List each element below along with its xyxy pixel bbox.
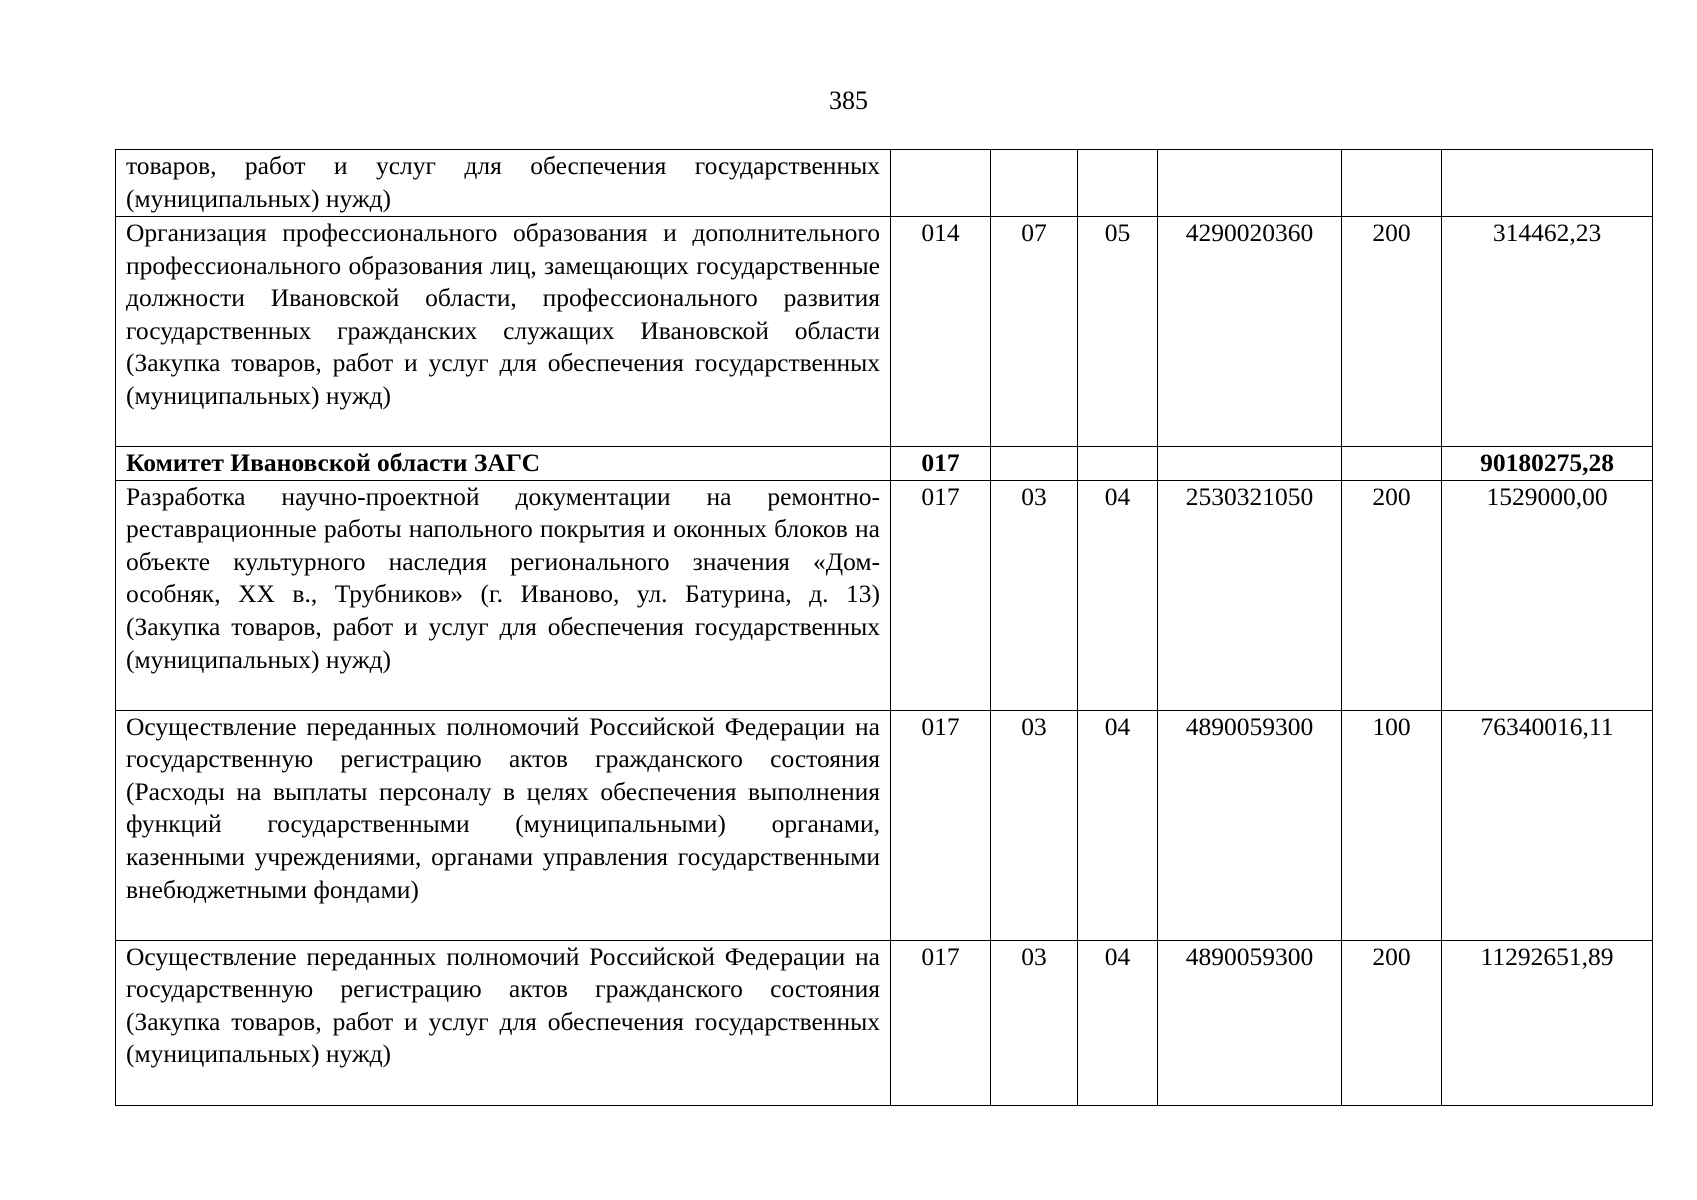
row-ved-code: 014 xyxy=(891,217,991,447)
row-description: товаров, работ и услуг для обеспечения государственных (муниципальных) нужд) xyxy=(116,150,891,217)
row-sum: 314462,23 xyxy=(1442,217,1653,447)
row-description: Разработка научно-проектной документации на ремонтно-реставрационные работы напольного покрытия и оконных блоков на объекте культурного наследия регионального значения «Дом-особняк, XX в., Трубников» (г. Иваново, ул. Батурина, д. 13) (Закупка товаров, работ и услуг для обеспечения государственных (муниципальных) нужд) xyxy=(116,480,891,710)
row-expense-type-code: 200 xyxy=(1342,217,1442,447)
row-expense-type-code: 200 xyxy=(1342,940,1442,1105)
row-expense-type-code: 200 xyxy=(1342,480,1442,710)
budget-table xyxy=(115,149,1653,1106)
row-target-article-code: 2530321050 xyxy=(1158,480,1342,710)
row-description: Осуществление переданных полномочий Российской Федерации на государственную регистрацию актов гражданского состояния (Расходы на выплаты персоналу в целях обеспечения выполнения функций государственными (муниципальными) органами, казенными учреждениями, органами управления государственными внебюджетными фондами) xyxy=(116,710,891,940)
row-sum xyxy=(1442,150,1653,217)
row-target-article-code: 4290020360 xyxy=(1158,217,1342,447)
row-subsection-code: 04 xyxy=(1078,480,1158,710)
row-target-article-code xyxy=(1158,150,1342,217)
table-row xyxy=(116,150,1653,217)
row-section-code: 03 xyxy=(991,940,1078,1105)
row-ved-code xyxy=(891,150,991,217)
row-target-article-code: 4890059300 xyxy=(1158,940,1342,1105)
row-ved-code: 017 xyxy=(891,480,991,710)
row-section-code xyxy=(991,150,1078,217)
row-section-code: 03 xyxy=(991,480,1078,710)
row-expense-type-code xyxy=(1342,447,1442,481)
row-subsection-code: 04 xyxy=(1078,940,1158,1105)
row-subsection-code: 05 xyxy=(1078,217,1158,447)
row-description: Организация профессионального образования и дополнительного профессионального образования лиц, замещающих государственные должности Ивановской области, профессионального развития государственных гражданских служащих Ивановской области (Закупка товаров, работ и услуг для обеспечения государственных (муниципальных) нужд) xyxy=(116,217,891,447)
row-target-article-code xyxy=(1158,447,1342,481)
table-row xyxy=(116,940,1653,1105)
row-description: Осуществление переданных полномочий Российской Федерации на государственную регистрацию актов гражданского состояния (Закупка товаров, работ и услуг для обеспечения государственных (муниципальных) нужд) xyxy=(116,940,891,1105)
row-section-code: 03 xyxy=(991,710,1078,940)
row-subsection-code xyxy=(1078,150,1158,217)
row-sum: 11292651,89 xyxy=(1442,940,1653,1105)
row-expense-type-code: 100 xyxy=(1342,710,1442,940)
row-subsection-code: 04 xyxy=(1078,710,1158,940)
row-section-code xyxy=(991,447,1078,481)
table-row xyxy=(116,710,1653,940)
row-section-code: 07 xyxy=(991,217,1078,447)
row-subsection-code xyxy=(1078,447,1158,481)
row-description: Комитет Ивановской области ЗАГС xyxy=(116,447,891,481)
row-ved-code: 017 xyxy=(891,710,991,940)
row-expense-type-code xyxy=(1342,150,1442,217)
page-number: 385 xyxy=(829,86,868,115)
row-ved-code: 017 xyxy=(891,447,991,481)
row-target-article-code: 4890059300 xyxy=(1158,710,1342,940)
row-sum: 90180275,28 xyxy=(1442,447,1653,481)
row-sum: 1529000,00 xyxy=(1442,480,1653,710)
row-sum: 76340016,11 xyxy=(1442,710,1653,940)
table-row xyxy=(116,447,1653,481)
table-row xyxy=(116,217,1653,447)
row-ved-code: 017 xyxy=(891,940,991,1105)
table-row xyxy=(116,480,1653,710)
